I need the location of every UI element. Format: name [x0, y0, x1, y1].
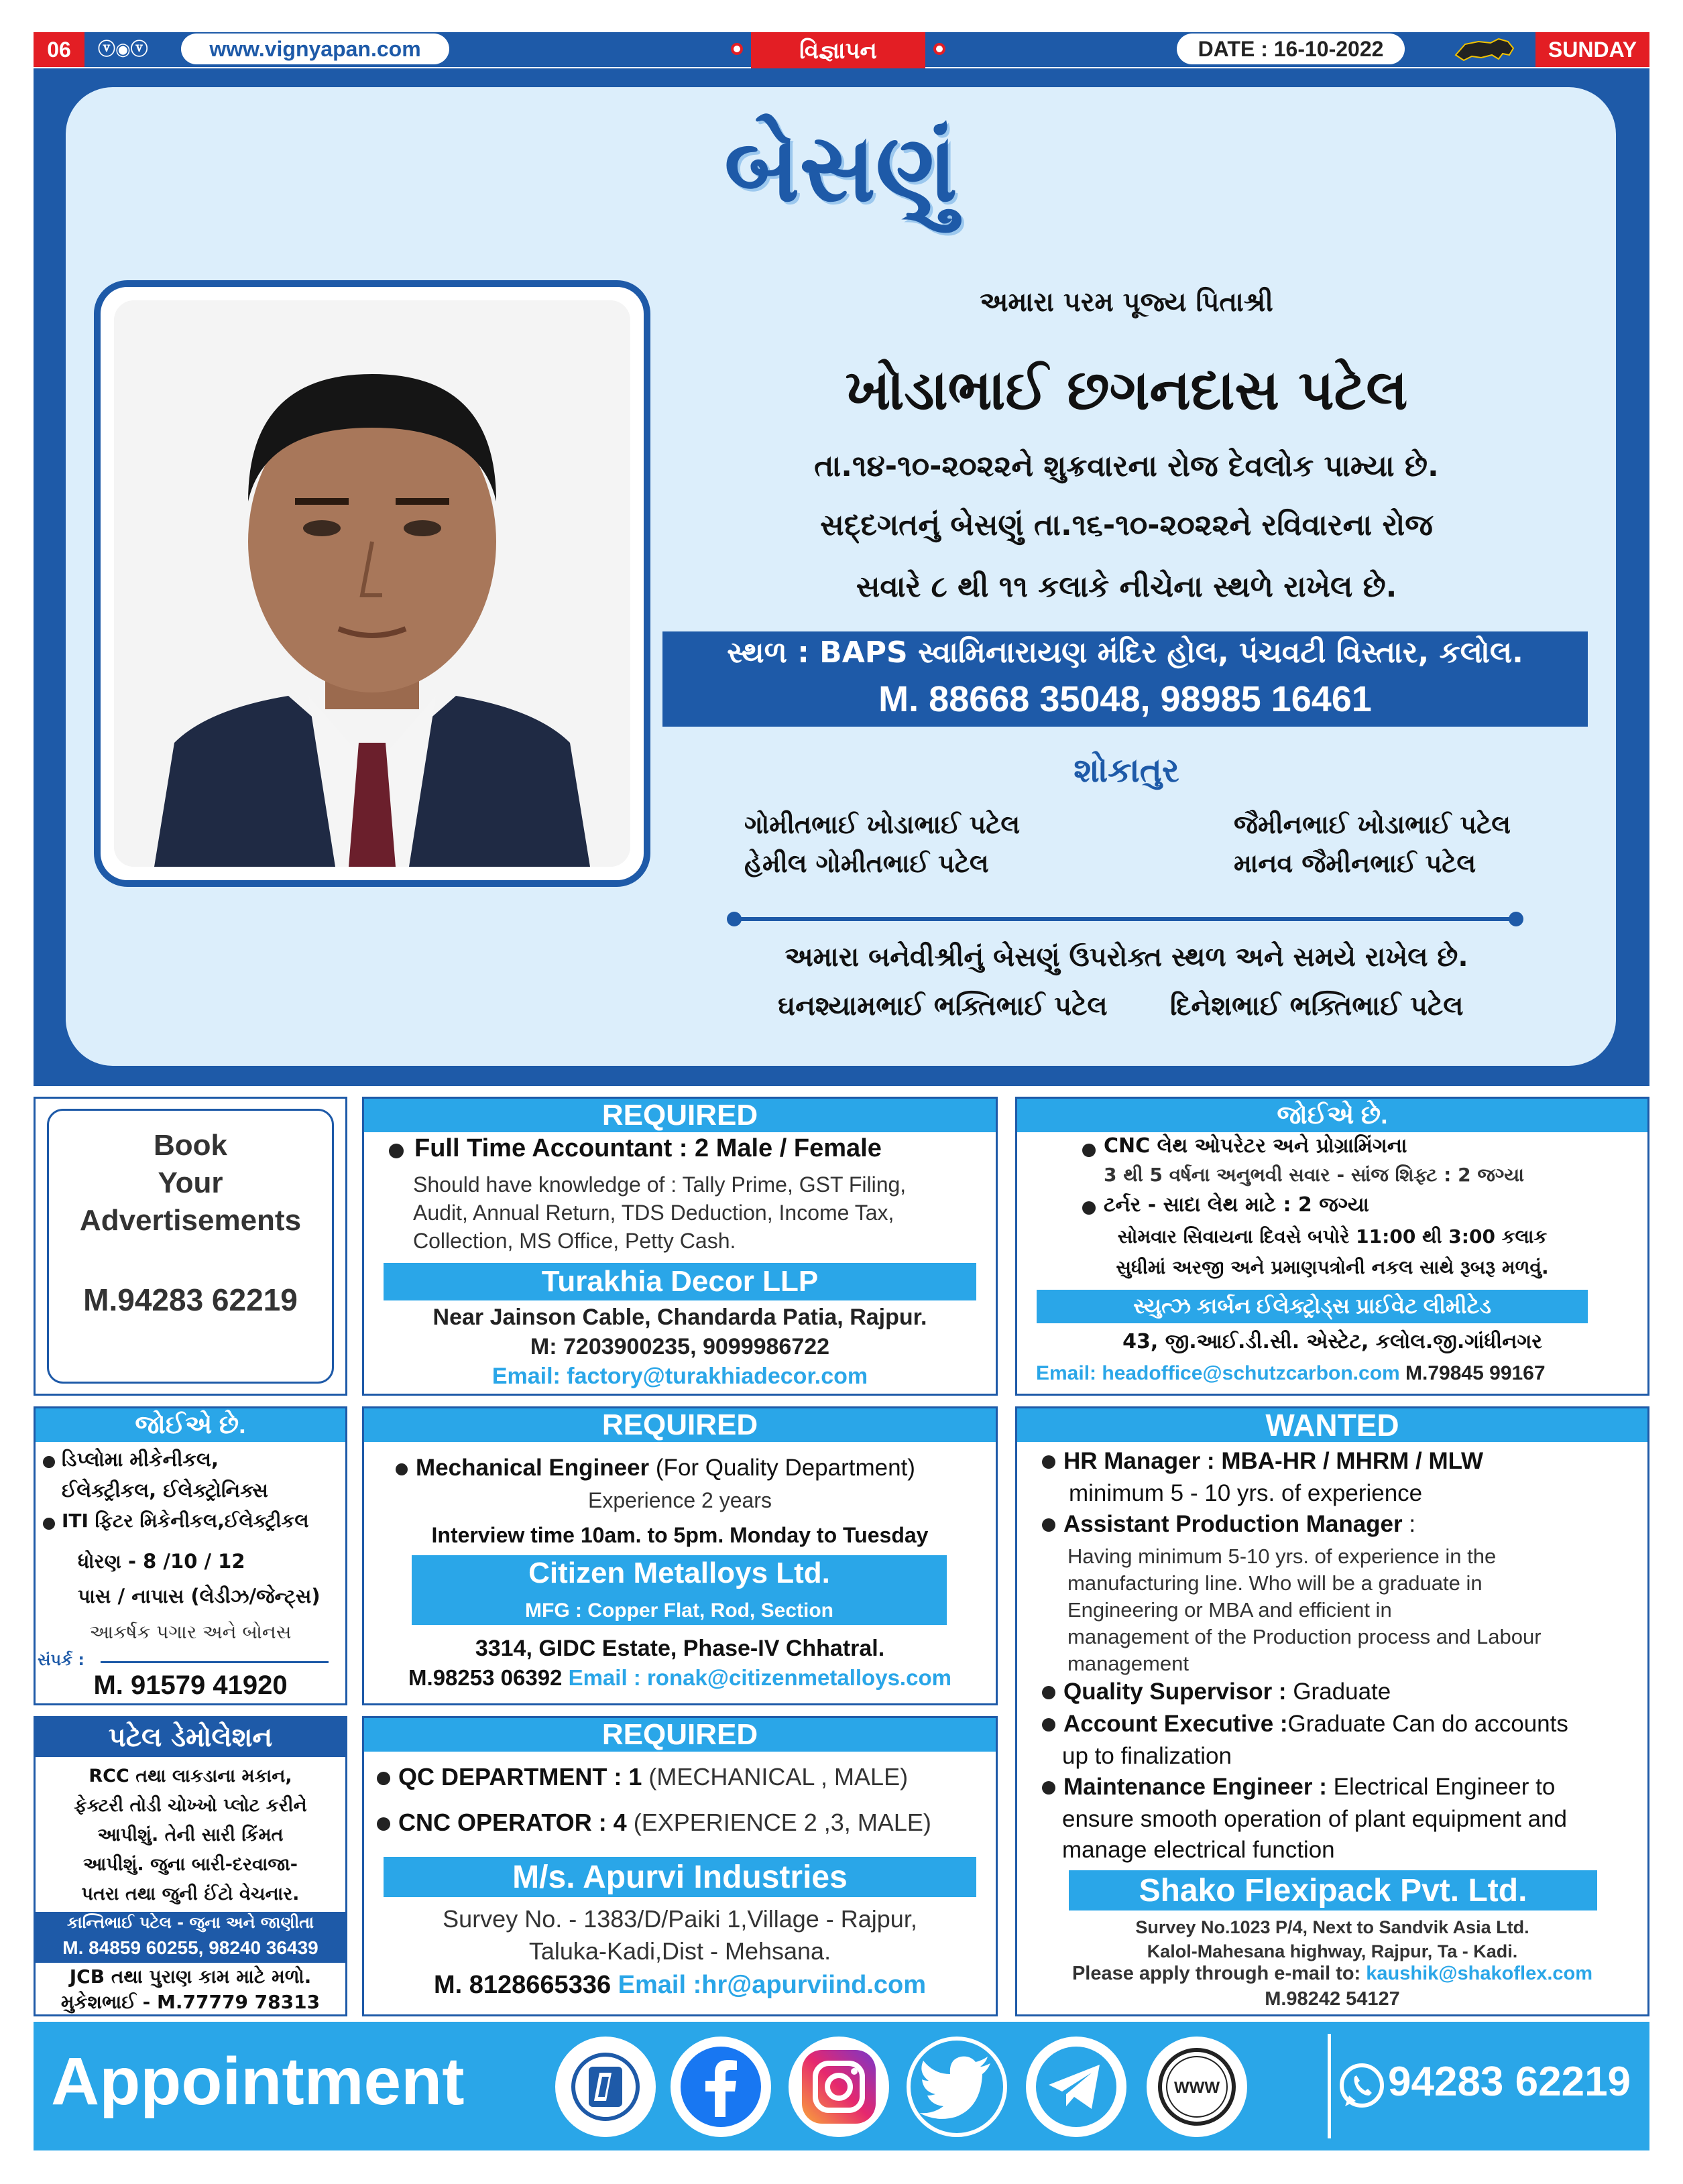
- job-experience: minimum 5 - 10 yrs. of experience: [1069, 1480, 1423, 1506]
- divider: [1328, 2034, 1331, 2138]
- job-item: ITI ફિટર મિકેનીકલ,ઈલેક્ટ્રીકલ: [62, 1510, 309, 1532]
- website-link[interactable]: www.vignyapan.com: [181, 34, 449, 64]
- job-post-note: (MECHANICAL , MALE): [642, 1763, 909, 1791]
- job-qualification: manage electrical function: [1062, 1837, 1335, 1863]
- job-description: management: [1067, 1652, 1189, 1675]
- obituary-note: અમારા બનેવીશ્રીનું બેસણું ઉપરોક્ત સ્થળ અને સમયે રાખેલ છે.: [785, 942, 1468, 973]
- job-qualification: up to finalization: [1062, 1743, 1232, 1769]
- contact-label: સંપર્ક :: [38, 1650, 84, 1669]
- relative-name: દિનેશભાઈ ભક્તિભાઈ પટેલ: [1170, 991, 1464, 1022]
- jcb-line: JCB તથા પુરાણ કામ માટે મળો.: [69, 1965, 312, 1988]
- job-post: Quality Supervisor :: [1063, 1679, 1287, 1705]
- divider-dot: [727, 912, 742, 926]
- company-address: Survey No. - 1383/D/Paiki 1,Village - Rajpur,: [443, 1905, 917, 1933]
- bullet-icon: [43, 1518, 55, 1530]
- bullet-icon: [1082, 1144, 1096, 1157]
- job-post: Mechanical Engineer: [416, 1455, 650, 1481]
- mourner-name: માનવ જૈમીનભાઈ પટેલ: [1234, 849, 1476, 878]
- job-description: management of the Production process and Labour: [1067, 1625, 1542, 1648]
- facebook-icon[interactable]: [671, 2037, 771, 2137]
- ad-heading: REQUIRED: [364, 1718, 996, 1752]
- obituary-line-3: સવારે ૮ થી ૧૧ કલાકે નીચેના સ્થળે રાખેલ છે.: [856, 570, 1397, 604]
- issue-date: DATE : 16-10-2022: [1177, 34, 1405, 64]
- job-post-line: [377, 1809, 987, 1837]
- whatsapp-icon[interactable]: [1337, 2062, 1387, 2112]
- obituary-line-2: સદ્દગતનું બેસણું તા.૧૬-૧૦-૨૦૨૨ને રવિવારના રોજ: [820, 508, 1433, 542]
- job-description: Engineering or MBA and efficient in: [1067, 1598, 1392, 1622]
- job-item-detail: 3 થી 5 વર્ષના અનુભવી સવાર - સાંજ શિફ્ટ : 2 જગ્યા: [1104, 1164, 1525, 1186]
- section-label: વિજ્ઞાપન: [751, 32, 925, 70]
- job-post-line: [1042, 1774, 1645, 1801]
- service-line: RCC તથા લાકડાના મકાન,: [89, 1766, 292, 1786]
- job-post-line: [396, 1455, 986, 1481]
- obituary-title: બેસણું: [724, 114, 957, 223]
- ad-heading: જોઈએ છે.: [36, 1408, 345, 1442]
- book-ad-phone[interactable]: M.94283 62219: [83, 1282, 298, 1317]
- bullet-icon: [731, 43, 743, 55]
- bullet-icon: [389, 1144, 404, 1158]
- mourners-title: શોકાતુર: [1073, 751, 1179, 790]
- interview-time: Interview time 10am. to 5pm. Monday to Tuesday: [431, 1523, 929, 1547]
- deceased-name: ખોડાભાઈ છગનદાસ પટેલ: [845, 359, 1408, 422]
- qualification: પાસ / નાપાસ (લેડીઝ/જેન્ટ્સ): [78, 1585, 321, 1607]
- company-email[interactable]: kaushik@shakoflex.com: [1366, 1963, 1593, 1984]
- contact-phone[interactable]: M. 84859 60255, 98240 36439: [62, 1937, 318, 1958]
- job-post-line: [1042, 1679, 1639, 1705]
- contact-phone[interactable]: M. 91579 41920: [93, 1671, 288, 1700]
- book-ad-line: Book: [154, 1129, 227, 1162]
- company-name: M/s. Apurvi Industries: [384, 1857, 976, 1897]
- instagram-icon[interactable]: [789, 2037, 889, 2137]
- www-icon[interactable]: [1147, 2037, 1247, 2137]
- divider-dot: [1509, 912, 1523, 926]
- company-address: Near Jainson Cable, Chandarda Patia, Rajpur.: [432, 1305, 927, 1330]
- company-address: Kalol-Mahesana highway, Rajpur, Ta - Kadi.: [1147, 1941, 1518, 1961]
- bullet-icon: [43, 1456, 55, 1468]
- divider: [101, 1661, 329, 1663]
- job-post: HR Manager :: [1063, 1448, 1215, 1474]
- job-post: CNC OPERATOR : 4: [398, 1809, 627, 1836]
- company-email[interactable]: Email :hr@apurviind.com: [618, 1971, 927, 1999]
- mourner-name: ગોમીતભાઈ ખોડાભાઈ પટેલ: [744, 810, 1021, 839]
- job-requirement: Collection, MS Office, Petty Cash.: [413, 1229, 736, 1253]
- job-requirement: Audit, Annual Return, TDS Deduction, Income Tax,: [413, 1201, 894, 1225]
- telegram-icon[interactable]: [1026, 2037, 1126, 2137]
- job-item: CNC લેથ ઓપરેટર અને પ્રોગ્રામિંગના: [1104, 1134, 1407, 1158]
- company-address: Survey No.1023 P/4, Next to Sandvik Asia Ltd.: [1135, 1917, 1529, 1937]
- contact-line: [364, 1971, 996, 2000]
- service-line: આપીશું. જુના બારી-દરવાજા-: [83, 1854, 298, 1875]
- bullet-icon: [396, 1463, 408, 1475]
- job-qualification: MBA-HR / MHRM / MLW: [1221, 1448, 1484, 1474]
- job-post-colon: :: [1402, 1511, 1416, 1537]
- job-item: ડિપ્લોમા મીકેનીકલ,: [62, 1448, 219, 1471]
- company-name: સ્યુત્ઝ કાર્બન ઈલેક્ટ્રોડ્સ પ્રાઈવેટ લીમીટેડ: [1037, 1290, 1588, 1323]
- job-qualification: ensure smooth operation of plant equipment and: [1062, 1806, 1568, 1832]
- job-requirement: Should have knowledge of : Tally Prime, GST Filing,: [413, 1172, 907, 1197]
- job-post-line: [1042, 1448, 1639, 1475]
- company-email[interactable]: Email: headoffice@schutzcarbon.com: [1036, 1362, 1400, 1384]
- salary-note: આકર્ષક પગાર અને બોનસ: [89, 1621, 292, 1643]
- contact-line: [364, 1665, 996, 1691]
- job-qualification: Graduate: [1286, 1679, 1391, 1705]
- company-name: Shako Flexipack Pvt. Ltd.: [1069, 1870, 1597, 1910]
- job-description: manufacturing line. Who will be a graduate in: [1067, 1571, 1483, 1595]
- job-post-line: [1042, 1711, 1645, 1738]
- job-qualification: Electrical Engineer to: [1326, 1774, 1556, 1800]
- venue-phones: M. 88668 35048, 98985 16461: [878, 679, 1372, 719]
- job-description: Having minimum 5-10 yrs. of experience in the: [1067, 1544, 1497, 1568]
- contact-line: [1036, 1362, 1639, 1385]
- company-phone[interactable]: M. 8128665336: [433, 1971, 612, 1999]
- venue-text: સ્થળ : BAPS સ્વામિનારાયણ મંદિર હોલ, પંચવટી વિસ્તાર, કલોલ.: [727, 635, 1523, 670]
- svg-text:ⓥ◉ⓥ: ⓥ◉ⓥ: [98, 40, 148, 60]
- job-post-line: [1042, 1511, 1639, 1538]
- company-email[interactable]: Email : ronak@citizenmetalloys.com: [568, 1665, 951, 1690]
- divider: [732, 917, 1518, 921]
- company-address: Taluka-Kadi,Dist - Mehsana.: [528, 1937, 831, 1965]
- twitter-icon[interactable]: [907, 2037, 1007, 2137]
- company-phone[interactable]: M: 7203900235, 9099986722: [530, 1334, 830, 1359]
- obituary-line-1: તા.૧૪-૧૦-૨૦૨૨ને શુક્રવારના રોજ દેવલોક પામ્યા છે.: [814, 449, 1439, 483]
- company-address: 43, જી.આઈ.ડી.સી. એસ્ટેટ, કલોલ.જી.ગાંધીનગર: [1122, 1330, 1542, 1353]
- ad-heading: REQUIRED: [364, 1408, 996, 1442]
- book-ad-line: Advertisements: [79, 1204, 302, 1237]
- ad-heading: પટેલ ડેમોલેશન: [36, 1718, 345, 1757]
- book-ad-line: Your: [158, 1166, 223, 1199]
- job-post-note: (EXPERIENCE 2 ,3, MALE): [626, 1809, 931, 1836]
- lion-logo-icon: [1452, 35, 1519, 64]
- job-post: Assistant Production Manager: [1063, 1511, 1403, 1537]
- www-text: WWW: [1174, 2079, 1220, 2097]
- footer-phone[interactable]: 94283 62219: [1388, 2059, 1631, 2105]
- issue-day: SUNDAY: [1535, 32, 1649, 67]
- job-item: ઈલેક્ટ્રીકલ, ઈલેક્ટ્રોનિક્સ: [62, 1479, 268, 1502]
- job-post: Full Time Accountant : 2 Male / Female: [414, 1134, 882, 1162]
- portrait-photo: [114, 300, 630, 867]
- app-icon[interactable]: [555, 2037, 656, 2137]
- footer-label: Appointment: [51, 2044, 465, 2119]
- bullet-icon: [1082, 1201, 1096, 1215]
- company-email[interactable]: Email: factory@turakhiadecor.com: [491, 1363, 868, 1389]
- contact-name: કાન્તિભાઈ પટેલ - જુના અને જાણીતા: [66, 1913, 314, 1932]
- job-post: Account Executive :: [1063, 1711, 1288, 1737]
- portrait-frame: [94, 280, 650, 887]
- company-address: 3314, GIDC Estate, Phase-IV Chhatral.: [475, 1636, 885, 1661]
- service-line: પતરા તથા જુની ઈંટો વેચનાર.: [81, 1884, 300, 1904]
- page-number: 06: [34, 32, 84, 67]
- ad-heading: જોઈએ છે.: [1017, 1099, 1647, 1132]
- service-line: આપીશું. તેની સારી કિંમત: [97, 1825, 284, 1845]
- mourner-name: હેમીલ ગોમીતભાઈ પટેલ: [744, 849, 989, 878]
- obituary-intro: અમારા પરમ પૂજ્ય પિતાશ્રી: [980, 287, 1273, 318]
- ad-heading: WANTED: [1017, 1408, 1647, 1442]
- company-phone[interactable]: M.79845 99167: [1405, 1362, 1546, 1384]
- job-qualification: Graduate Can do accounts: [1287, 1711, 1568, 1737]
- company-phone[interactable]: M.98242 54127: [1265, 1988, 1400, 2010]
- apply-label: Please apply through e-mail to:: [1071, 1963, 1361, 1984]
- timing-line: સોમવાર સિવાયના દિવસે બપોરે 11:00 થી 3:00 કલાક: [1117, 1225, 1548, 1248]
- mourner-name: જૈમીનભાઈ ખોડાભાઈ પટેલ: [1234, 810, 1511, 839]
- experience: Experience 2 years: [588, 1488, 772, 1512]
- job-post: Maintenance Engineer :: [1063, 1774, 1327, 1800]
- company-name: Turakhia Decor LLP: [384, 1263, 976, 1300]
- qualification: ધોરણ - 8 /10 / 12: [78, 1550, 245, 1573]
- job-post-line: [377, 1763, 987, 1791]
- job-item: ટર્નર - સાદા લેથ માટે : 2 જગ્યા: [1104, 1193, 1369, 1217]
- bullet-icon: [933, 43, 945, 55]
- timing-line: સુધીમાં અરજી અને પ્રમાણપત્રોની નકલ સાથે રૂબરૂ મળવું.: [1116, 1256, 1549, 1278]
- job-post: QC DEPARTMENT : 1: [398, 1763, 642, 1791]
- service-line: ફેક્ટરી તોડી ચોખ્ખો પ્લોટ કરીને: [74, 1795, 307, 1816]
- ad-heading: REQUIRED: [364, 1099, 996, 1132]
- company-products: MFG : Copper Flat, Rod, Section: [525, 1599, 833, 1622]
- newspaper-logo-icon: [93, 36, 173, 63]
- apply-line: [1017, 1963, 1647, 1985]
- jcb-contact[interactable]: મુકેશભાઈ - M.77779 78313: [60, 1991, 321, 2013]
- relative-name: ઘનશ્યામભાઈ ભક્તિભાઈ પટેલ: [778, 991, 1108, 1022]
- company-name: Citizen Metalloys Ltd.: [528, 1557, 830, 1589]
- job-post-note: (For Quality Department): [655, 1455, 915, 1481]
- company-phone[interactable]: M.98253 06392: [408, 1665, 563, 1690]
